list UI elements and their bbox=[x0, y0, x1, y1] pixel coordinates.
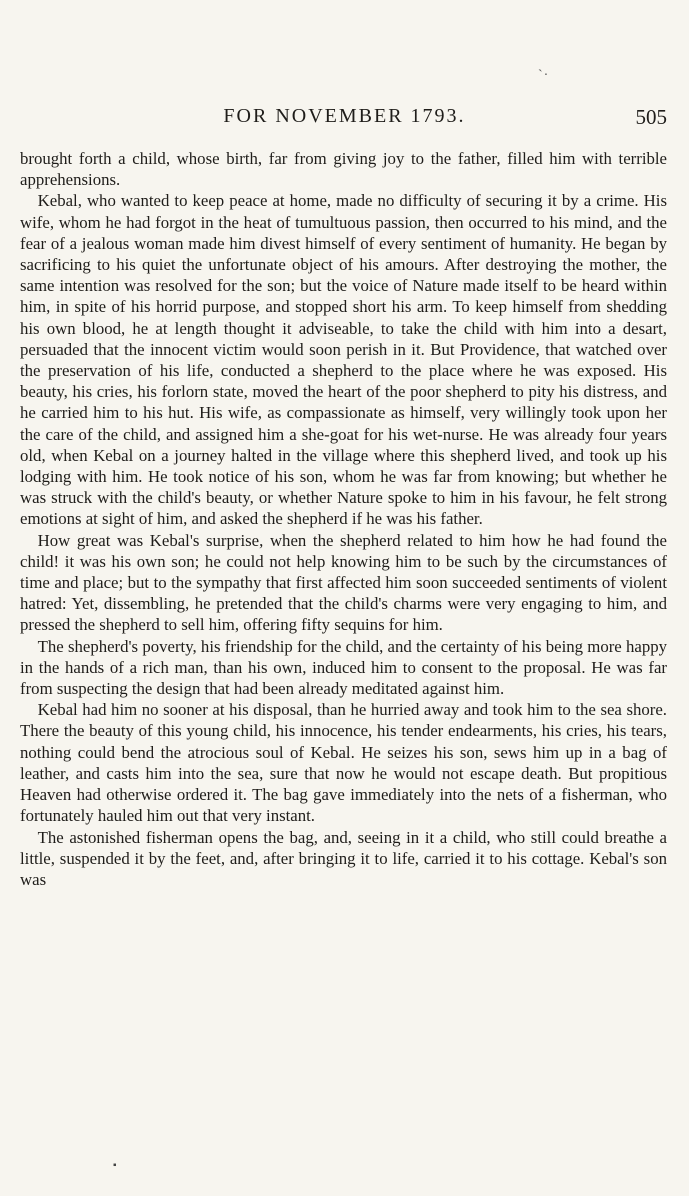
paragraph: The shepherd's poverty, his friendship for the child, and the certainty of his being more happy in the hands of a rich man, than his own, induced him to consent to the proposal. He was far from suspecting the design that had been already meditated against him. bbox=[20, 636, 667, 699]
paragraph: How great was Kebal's surprise, when the shepherd related to him how he had found the child! it was his own son; he could not help knowing him to be such by the circumstances of time and place; but to the sympathy that first affected him soon succeeded sentiments of violent hatred: Yet, dissembling, he pretended that the child's charms were very engaging to him, and pressed the shepherd to sell him, offering fifty sequins for him. bbox=[20, 530, 667, 635]
paragraph: The astonished fisherman opens the bag, and, seeing in it a child, who still could breathe a little, suspended it by the feet, and, after bringing it to life, carried it to his cottage. Kebal's son was bbox=[20, 827, 667, 889]
ink-speck: ▪ bbox=[113, 1160, 117, 1171]
corner-marks: `· bbox=[538, 68, 550, 83]
paragraph: brought forth a child, whose birth, far from giving joy to the father, filled him with terrible apprehensions. bbox=[20, 149, 667, 190]
page-header bbox=[22, 105, 667, 139]
paragraph: Kebal, who wanted to keep peace at home, made no difficulty of securing it by a crime. His wife, whom he had forgot in the heat of tumultuous passion, then occurred to his mind, and the fear of a jealous woman made him divest himself of every sentiment of humanity. He began by sacrificing to his quiet the unfortunate object of his amours. After destroying the mother, the same intention was resolved for the son; but the voice of Nature made itself to be heard within him, in spite of his horrid purpose, and stopped short his arm. To keep himself from shedding his own blood, he at length thought it adviseable, to take the child with him into a desart, persuaded that the innocent victim would soon perish in it. But Providence, that watched over the preservation of his life, conducted a shepherd to the place where he was exposed. His beauty, his cries, his forlorn state, moved the heart of the poor shepherd to pity his distress, and he carried him to his hut. His wife, as compassionate as himself, very willingly took upon her the care of the child, and assigned him a she-goat for his wet-nurse. He was already four years old, when Kebal on a journey halted in the village where this shepherd lived, and took up his lodging with him. He took notice of his son, whom he was far from knowing; but whether he was struck with the child's beauty, or whether Nature spoke to him in his favour, he felt strong emotions at sight of him, and asked the shepherd if he was his father. bbox=[20, 191, 667, 529]
running-title: FOR NOVEMBER 1793. bbox=[223, 105, 466, 127]
body-text bbox=[20, 148, 667, 890]
paragraph: Kebal had him no sooner at his disposal, than he hurried away and took him to the sea shore. There the beauty of this young child, his innocence, his tender endearments, his cries, his tears, nothing could bend the atrocious soul of Kebal. He seizes his son, sews him up in a bag of leather, and casts him into the sea, sure that now he would not escape death. But propitious Heaven had otherwise ordered it. The bag gave immediately into the nets of a fisherman, who fortunately hauled him out that very instant. bbox=[20, 700, 667, 826]
page-number: 505 bbox=[635, 105, 667, 129]
